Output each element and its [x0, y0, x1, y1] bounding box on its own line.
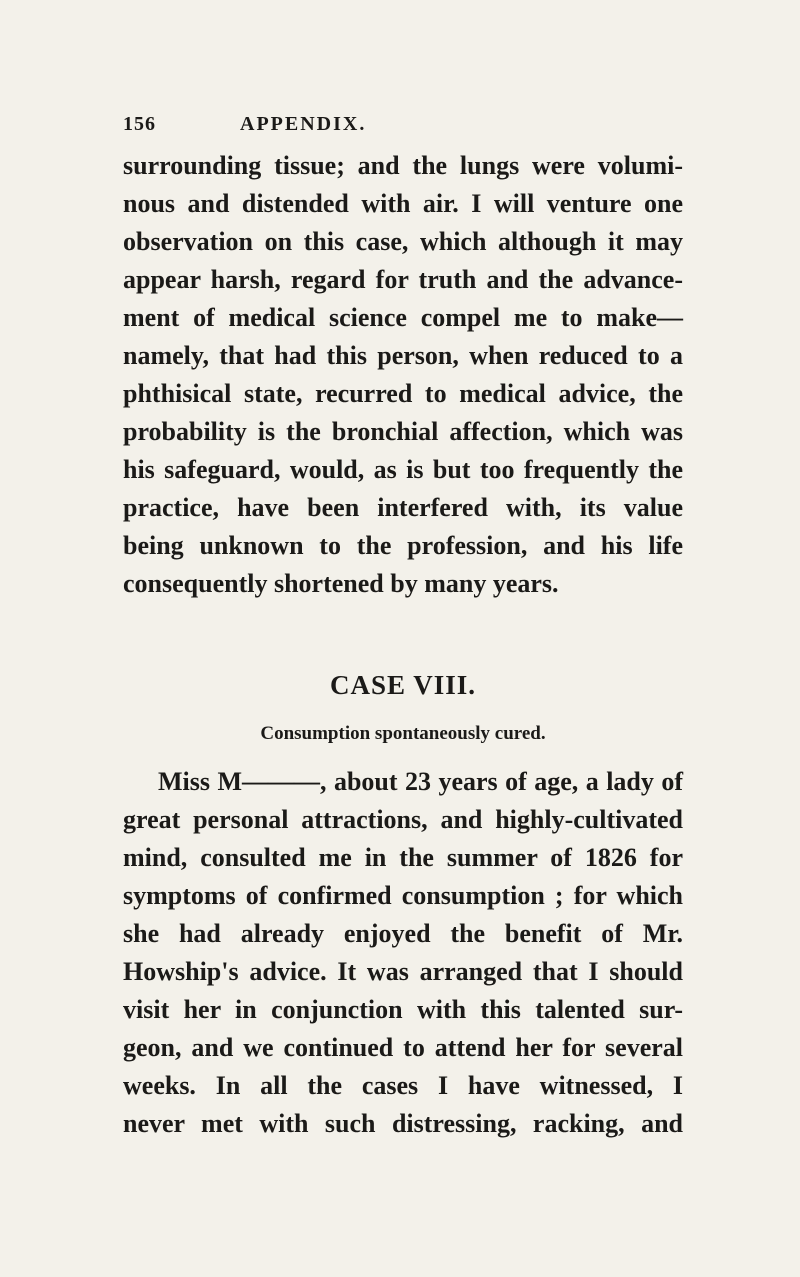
text-line: great personal attractions, and highly-cultivated [123, 805, 683, 834]
text-line: appear harsh, regard for truth and the advance- [123, 265, 683, 294]
text-line: probability is the bronchial affection, which was [123, 417, 683, 446]
text-line: Howship's advice. It was arranged that I should [123, 957, 683, 986]
text-line: consequently shortened by many years. [123, 569, 559, 598]
text-line: mind, consulted me in the summer of 1826 for [123, 843, 683, 872]
text-line: symptoms of confirmed consumption ; for which [123, 881, 683, 910]
text-line: surrounding tissue; and the lungs were volumi- [123, 151, 683, 180]
case-subtitle: Consumption spontaneously cured. [260, 723, 546, 744]
text-line: Miss M———, about 23 years of age, a lady of [158, 767, 683, 796]
text-line: his safeguard, would, as is but too frequently the [123, 455, 683, 484]
text-line: being unknown to the profession, and his life [123, 531, 683, 560]
case-heading: CASE VIII. [329, 670, 477, 700]
text-line: namely, that had this person, when reduced to a [123, 341, 683, 370]
header-title: APPENDIX. [240, 113, 367, 135]
text-line: geon, and we continued to attend her for several [123, 1033, 683, 1062]
text-line: visit her in conjunction with this talented sur- [123, 995, 683, 1024]
paragraph-2 [123, 763, 683, 1143]
text-line: weeks. In all the cases I have witnessed, I [123, 1071, 683, 1100]
text-line: ment of medical science compel me to make— [123, 303, 683, 332]
paragraph-1 [123, 147, 683, 603]
text-line: phthisical state, recurred to medical advice, the [123, 379, 683, 408]
text-line: observation on this case, which although it may [123, 227, 683, 256]
text-line: nous and distended with air. I will venture one [123, 189, 683, 218]
page-number: 156 [123, 113, 156, 135]
running-head [123, 113, 683, 137]
text-line: practice, have been interfered with, its value [123, 493, 683, 522]
text-line: she had already enjoyed the benefit of Mr. [123, 919, 683, 948]
text-line: never met with such distressing, racking, and [123, 1109, 683, 1138]
